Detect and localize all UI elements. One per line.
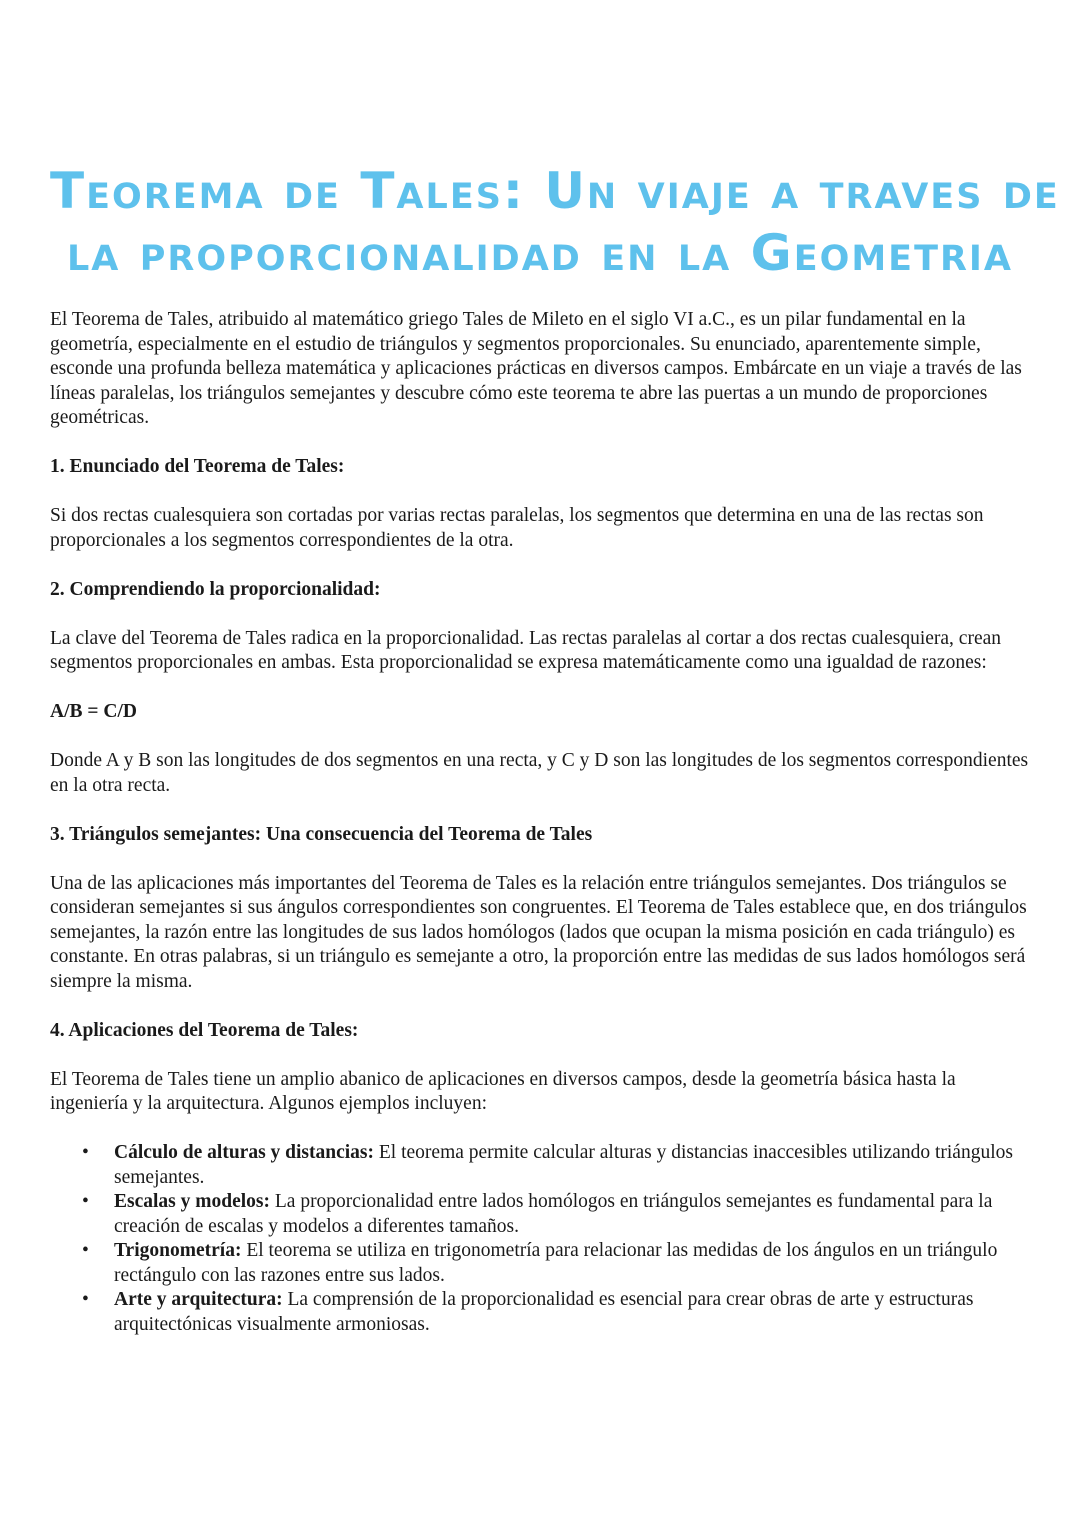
- list-item-term: Arte y arquitectura:: [114, 1289, 283, 1310]
- section-2-heading: 2. Comprendiendo la proporcionalidad:: [50, 578, 381, 600]
- section-1-text: Si dos rectas cualesquiera son cortadas por varias rectas paralelas, los segmentos que determina en una de las rectas son proporcionales a los segmentos correspondientes de la otra.: [50, 505, 984, 551]
- list-item-desc: La proporcionalidad entre lados homólogos en triángulos semejantes es fundamental para la creación de escalas y modelos a diferentes tamaños.: [114, 1191, 993, 1237]
- section-4-text: El Teorema de Tales tiene un amplio abanico de aplicaciones en diversos campos, desde la geometría básica hasta la ingeniería y la arquitectura. Algunos ejemplos incluyen:: [50, 1068, 956, 1114]
- title-line-2: la proporcionalidad en la Geometria: [66, 224, 1014, 282]
- formula-explanation: Donde A y B son las longitudes de dos segmentos en una recta, y C y D son las longitudes de los segmentos correspondientes en la otra recta.: [50, 750, 1029, 796]
- list-item: [114, 1288, 1030, 1337]
- list-item-term: Cálculo de alturas y distancias:: [114, 1142, 375, 1163]
- formula: A/B = C/D: [50, 701, 137, 722]
- section-3-text: Una de las aplicaciones más importantes del Teorema de Tales es la relación entre triángulos semejantes. Dos triángulos se consideran semejantes si sus ángulos correspondientes son congruentes. El Teorema de Tales establece que, en dos triángulos semejantes, la razón entre las longitudes de sus lados homólogos (lados que ocupan la misma posición en cada triángulo) es constante. En otras palabras, si un triángulo es semejante a otro, la proporción entre las medidas de sus lados homólogos será siempre la misma.: [50, 872, 1027, 992]
- page-title: [50, 0, 1060, 284]
- list-item: [114, 1141, 1030, 1190]
- list-item-term: Trigonometría:: [114, 1240, 242, 1261]
- document-body: [50, 308, 1030, 1337]
- list-item: [114, 1190, 1030, 1239]
- section-4-heading: 4. Aplicaciones del Teorema de Tales:: [50, 1019, 359, 1041]
- list-item-desc: La comprensión de la proporcionalidad es esencial para crear obras de arte y estructuras arquitectónicas visualmente armoniosas.: [114, 1289, 974, 1335]
- title-line-1: Teorema de Tales: Un viaje a traves de: [50, 162, 1060, 220]
- applications-list: [50, 1141, 1030, 1337]
- list-item-term: Escalas y modelos:: [114, 1191, 270, 1212]
- list-item: [114, 1239, 1030, 1288]
- intro-paragraph: El Teorema de Tales, atribuido al matemático griego Tales de Mileto en el siglo VI a.C., es un pilar fundamental en la geometría, especialmente en el estudio de triángulos y segmentos proporcionales. Su enunciado, aparentemente simple, esconde una profunda belleza matemática y aplicaciones prácticas en diversos campos. Embárcate en un viaje a través de las líneas paralelas, los triángulos semejantes y descubre cómo este teorema te abre las puertas a un mundo de proporciones geométricas.: [50, 309, 1022, 428]
- list-item-desc: El teorema permite calcular alturas y distancias inaccesibles utilizando triángulos semejantes.: [114, 1142, 1013, 1188]
- section-2-text: La clave del Teorema de Tales radica en la proporcionalidad. Las rectas paralelas al cortar a dos rectas cualesquiera, crean segmentos proporcionales en ambas. Esta proporcionalidad se expresa matemáticamente como una igualdad de razones:: [50, 627, 1002, 673]
- section-1-heading: 1. Enunciado del Teorema de Tales:: [50, 456, 345, 477]
- section-3-heading: 3. Triángulos semejantes: Una consecuencia del Teorema de Tales: [50, 823, 593, 845]
- list-item-desc: El teorema se utiliza en trigonometría para relacionar las medidas de los ángulos en un triángulo rectángulo con las razones entre sus lados.: [114, 1240, 998, 1286]
